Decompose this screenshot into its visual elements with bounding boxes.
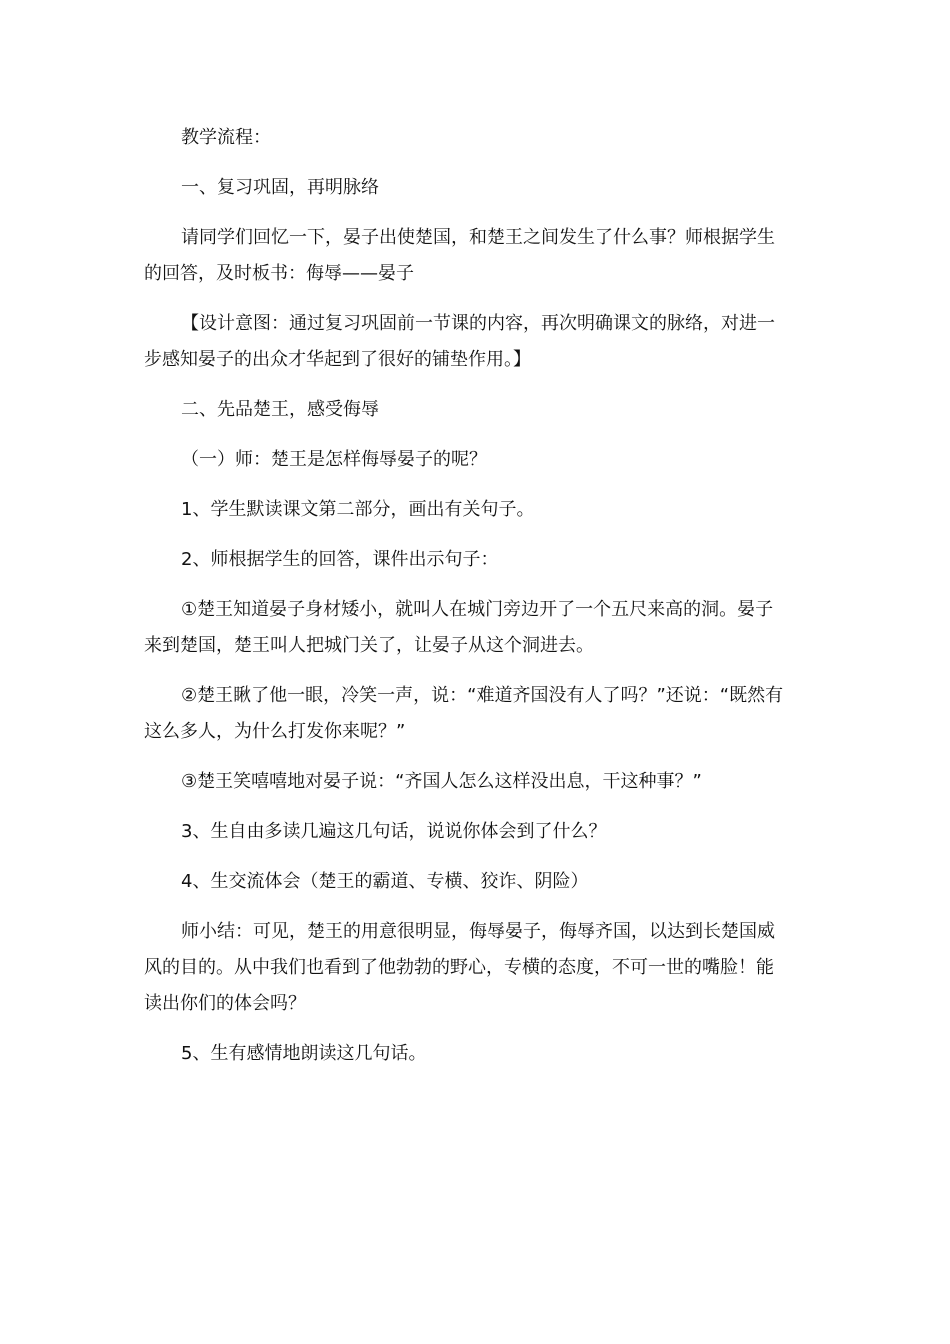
- quote-1-line: ①楚王知道晏子身材矮小，就叫人在城门旁边开了一个五尺来高的洞。晏子: [181, 599, 774, 620]
- step-2: 2、师根据学生的回答，课件出示句子：: [181, 549, 499, 570]
- design-intent-line: 【设计意图：通过复习巩固前一节课的内容，再次明确课文的脉络，对进一: [181, 313, 775, 334]
- summary-line: 读出你们的体会吗？: [144, 993, 306, 1014]
- paragraph-line: 的回答，及时板书：侮辱——晏子: [144, 263, 414, 284]
- summary-line: 风的目的。从中我们也看到了他勃勃的野心，专横的态度，不可一世的嘴脸！能: [144, 957, 774, 978]
- quote-1-line: 来到楚国，楚王叫人把城门关了，让晏子从这个洞进去。: [144, 635, 594, 656]
- step-1: 1、学生默读课文第二部分，画出有关句子。: [181, 499, 535, 520]
- quote-2-line: ②楚王瞅了他一眼，冷笑一声，说：“难道齐国没有人了吗？”还说：“既然有: [181, 685, 784, 706]
- section-heading-2: 二、先品楚王，感受侮辱: [181, 399, 379, 420]
- section-heading-1: 一、复习巩固，再明脉络: [181, 177, 379, 198]
- quote-3: ③楚王笑嘻嘻地对晏子说：“齐国人怎么这样没出息，干这种事？”: [181, 771, 702, 792]
- step-5: 5、生有感情地朗读这几句话。: [181, 1043, 427, 1064]
- section-heading-teaching-process: 教学流程：: [181, 127, 271, 148]
- step-4: 4、生交流体会（楚王的霸道、专横、狡诈、阴险）: [181, 871, 589, 892]
- design-intent-line: 步感知晏子的出众才华起到了很好的铺垫作用。】: [144, 349, 531, 370]
- document-body: [144, 120, 808, 1072]
- step-3: 3、生自由多读几遍这几句话，说说你体会到了什么？: [181, 821, 607, 842]
- sub-heading-1: （一）师：楚王是怎样侮辱晏子的呢？: [181, 449, 487, 470]
- paragraph-line: 请同学们回忆一下，晏子出使楚国，和楚王之间发生了什么事？师根据学生: [181, 227, 775, 248]
- summary-line: 师小结：可见，楚王的用意很明显，侮辱晏子，侮辱齐国，以达到长楚国威: [181, 921, 775, 942]
- quote-2-line: 这么多人，为什么打发你来呢？”: [144, 721, 406, 742]
